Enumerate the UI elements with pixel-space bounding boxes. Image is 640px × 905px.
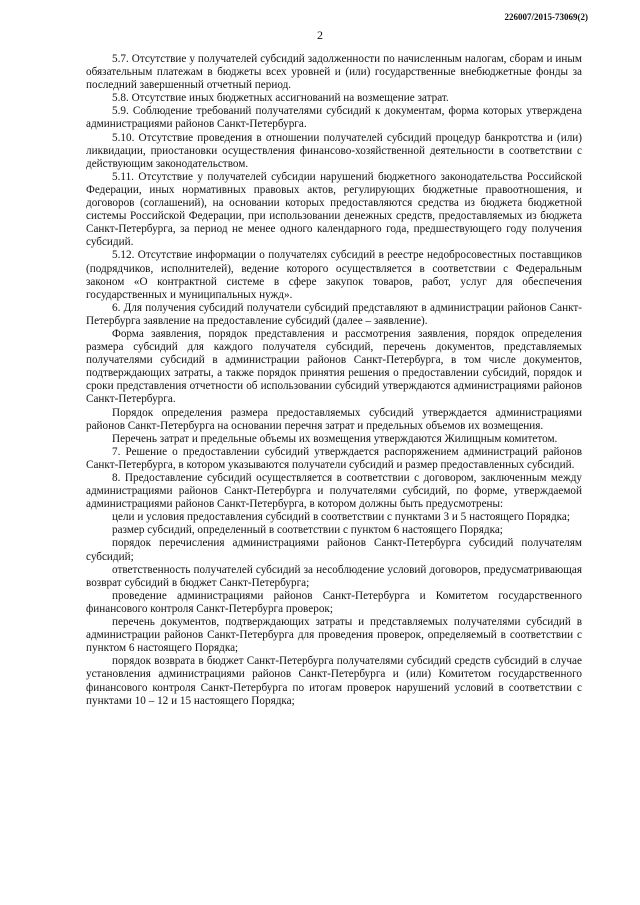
paragraph-6: 6. Для получения субсидий получатели субсидий представляют в администрации районов Санкт-Петербурга заявление на предоставление субсидий (далее – заявление). [86, 301, 582, 327]
paragraph-8: 8. Предоставление субсидий осуществляется в соответствии с договором, заключенным между администрациями районов Санкт-Петербурга и получателями субсидий, по форме, утверждаемой администрациями районов Санкт-Петербурга, в котором должны быть предусмотрены: [86, 472, 582, 511]
paragraph-5-8: 5.8. Отсутствие иных бюджетных ассигнований на возмещение затрат. [112, 92, 449, 105]
list-item-inspections: проведение администрациями районов Санкт-Петербурга и Комитетом государственного финансового контроля Санкт-Петербурга проверок; [86, 589, 582, 615]
paragraph-amount-procedure: Порядок определения размера предоставляемых субсидий утверждается администрациями районов Санкт-Петербурга на основании перечня затрат и предельных объемов их возмещения. [86, 406, 582, 432]
paragraph-5-9: 5.9. Соблюдение требований получателями субсидий к документам, форма которых утверждена администрациями районов Санкт-Петербурга. [86, 105, 582, 131]
paragraph-application-form: Форма заявления, порядок представления и рассмотрения заявления, порядок определения размера субсидий для каждого получателя субсидий, перечень документов, представляемых получателями субсидий в администрации районов Санкт-Петербурга, в том числе документов, подтверждающих затраты, а также порядок принятия решения о предоставлении субсидий, порядок и сроки представления отчетности об использовании субсидий утверждаются администрациями районов Санкт-Петербурга. [86, 327, 582, 406]
paragraph-5-11: 5.11. Отсутствие у получателей субсидии нарушений бюджетного законодательства Российской Федерации, иных нормативных правовых актов, регулирующих бюджетные правоотношения, и договоров (соглашений), на основании которых предоставляются средства из бюджета бюджетной системы Российской Федерации, при использовании денежных средств, предоставляемых из бюджета Санкт-Петербурга, за период не менее одного календарного года, предшествующего году получения субсидий. [86, 170, 582, 249]
list-item-refund: порядок возврата в бюджет Санкт-Петербурга получателями субсидий средств субсидий в случае установления администрациями районов Санкт-Петербурга и (или) Комитетом государственного финансового контроля Санкт-Петербурга по итогам проверок нарушений условий в соответствии с пунктами 10 – 12 и 15 настоящего Порядка; [86, 655, 582, 707]
page-number: 2 [317, 28, 323, 42]
paragraph-7: 7. Решение о предоставлении субсидий утверждается распоряжением администраций районов Санкт-Петербурга, в котором указываются получатели субсидий и размер предоставленных субсидий. [86, 445, 582, 471]
list-item-transfer: порядок перечисления администрациями районов Санкт-Петербурга субсидий получателям субсидий; [86, 537, 582, 563]
document-number: 226007/2015-73069(2) [504, 12, 588, 22]
paragraph-5-12: 5.12. Отсутствие информации о получателях субсидий в реестре недобросовестных поставщиков (подрядчиков, исполнителей), ведение которого осуществляется в соответствии с Федеральным законом «О контрактной системе в сфере закупок товаров, работ, услуг для обеспечения государственных и муниципальных нужд». [86, 249, 582, 301]
paragraph-cost-list: Перечень затрат и предельные объемы их возмещения утверждаются Жилищным комитетом. [112, 432, 558, 445]
paragraph-5-10: 5.10. Отсутствие проведения в отношении получателей субсидий процедур банкротства и (или) ликвидации, приостановки осуществления финансово-хозяйственной деятельности в соответствии с действующим законодательством. [86, 131, 582, 170]
list-item-documents: перечень документов, подтверждающих затраты и представляемых получателями субсидий в администрации районов Санкт-Петербурга для проведения проверок, определяемый в соответствии с пунктом 6 настоящего Порядка; [86, 616, 582, 655]
list-item-amount: размер субсидий, определенный в соответствии с пунктом 6 настоящего Порядка; [112, 524, 503, 537]
paragraph-5-7: 5.7. Отсутствие у получателей субсидий задолженности по начисленным налогам, сборам и иным обязательным платежам в бюджеты всех уровней и (или) государственные внебюджетные фонды за последний завершенный отчетный период. [86, 53, 582, 92]
list-item-liability: ответственность получателей субсидий за несоблюдение условий договоров, предусматривающая возврат субсидий в бюджет Санкт-Петербурга; [86, 563, 582, 589]
list-item-goals: цели и условия предоставления субсидий в соответствии с пунктами 3 и 5 настоящего Порядка; [112, 511, 570, 524]
document-body [86, 53, 582, 708]
